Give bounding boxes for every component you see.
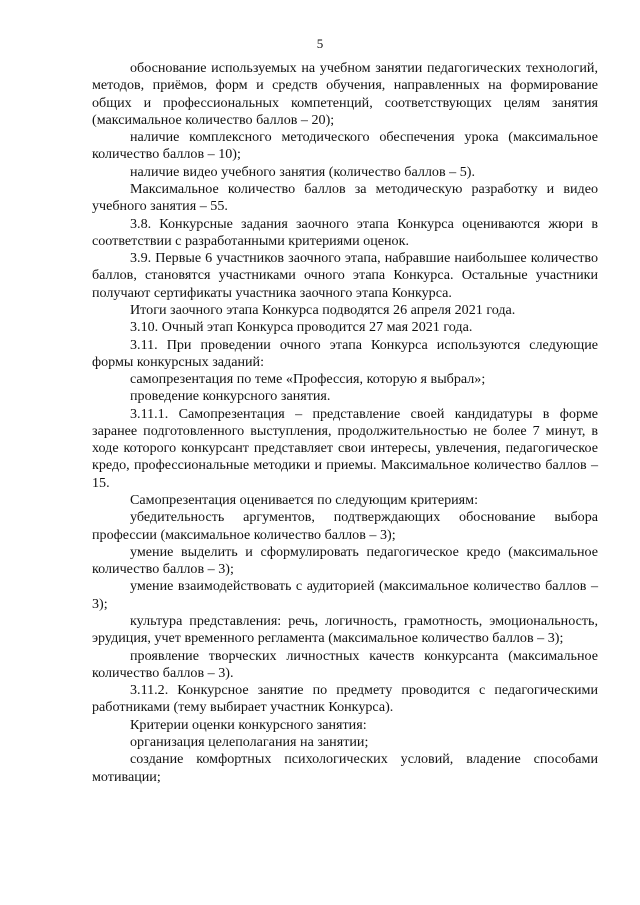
paragraph-3-10: 3.10. Очный этап Конкурса проводится 27 мая 2021 года.: [130, 319, 473, 336]
paragraph-lesson-criteria: Критерии оценки конкурсного занятия:: [130, 716, 367, 733]
paragraph-3-11-2: 3.11.2. Конкурсное занятие по предмету проводится с педагогическими работниками (тему выбирает участник Конкурса).: [92, 682, 598, 716]
paragraph-goal-setting: организация целеполагания на занятии;: [130, 733, 369, 750]
paragraph-3-9: 3.9. Первые 6 участников заочного этапа, набравшие наибольшее количество баллов, становятся участниками очного этапа Конкурса. Остальные участники получают сертификаты участника заочного этапа Конкурса.: [92, 250, 598, 301]
paragraph-criterion-audience: умение взаимодействовать с аудиторией (максимальное количество баллов – 3);: [92, 578, 598, 612]
paragraph-motivation: создание комфортных психологических условий, владение способами мотивации;: [92, 751, 598, 785]
paragraph-criterion-presentation-culture: культура представления: речь, логичность, грамотность, эмоциональность, эрудиция, учет временного регламента (максимальное количество баллов – 3);: [92, 613, 598, 647]
document-body: [92, 60, 598, 786]
paragraph-rationale: обоснование используемых на учебном занятии педагогических технологий, методов, приёмов, форм и средств обучения, направленных на формирование общих и профессиональных компетенций, соответствующих целям занятия (максимальное количество баллов – 20);: [92, 60, 598, 128]
paragraph-criterion-credo: умение выделить и сформулировать педагогическое кредо (максимальное количество баллов – 3);: [92, 543, 598, 578]
paragraph-correspondence-results: Итоги заочного этапа Конкурса подводятся 26 апреля 2021 года.: [130, 301, 516, 318]
paragraph-3-11-1: 3.11.1. Самопрезентация – представление своей кандидатуры в форме заранее подготовленного выступления, продолжительностью не более 7 минут, в ходе которого конкурсант представляет свои интересы, увлечения, педагогическое кредо, профессиональные методики и приемы. Максимальное количество баллов – 15.: [92, 405, 598, 491]
page-number: 5: [316, 36, 324, 51]
paragraph-criterion-creative-qualities: проявление творческих личностных качеств конкурсанта (максимальное количество баллов – 3).: [92, 647, 598, 681]
paragraph-competitive-lesson: проведение конкурсного занятия.: [130, 388, 331, 405]
paragraph-methodological-support: наличие комплексного методического обеспечения урока (максимальное количество баллов – 10);: [92, 129, 598, 163]
paragraph-max-score: Максимальное количество баллов за методическую разработку и видео учебного занятия – 55.: [92, 180, 598, 215]
paragraph-3-8: 3.8. Конкурсные задания заочного этапа Конкурса оцениваются жюри в соответствии с разработанными критериями оценок.: [92, 215, 598, 249]
paragraph-self-presentation-criteria: Самопрезентация оценивается по следующим критериям:: [130, 492, 478, 509]
paragraph-criterion-arguments: убедительность аргументов, подтверждающих обоснование выбора профессии (максимальное количество баллов – 3);: [92, 509, 598, 543]
paragraph-video-lesson: наличие видео учебного занятия (количество баллов – 5).: [130, 163, 475, 180]
paragraph-self-presentation-topic: самопрезентация по теме «Профессия, которую я выбрал»;: [130, 371, 486, 388]
paragraph-3-11: 3.11. При проведении очного этапа Конкурса используются следующие формы конкурсных заданий:: [92, 336, 598, 370]
